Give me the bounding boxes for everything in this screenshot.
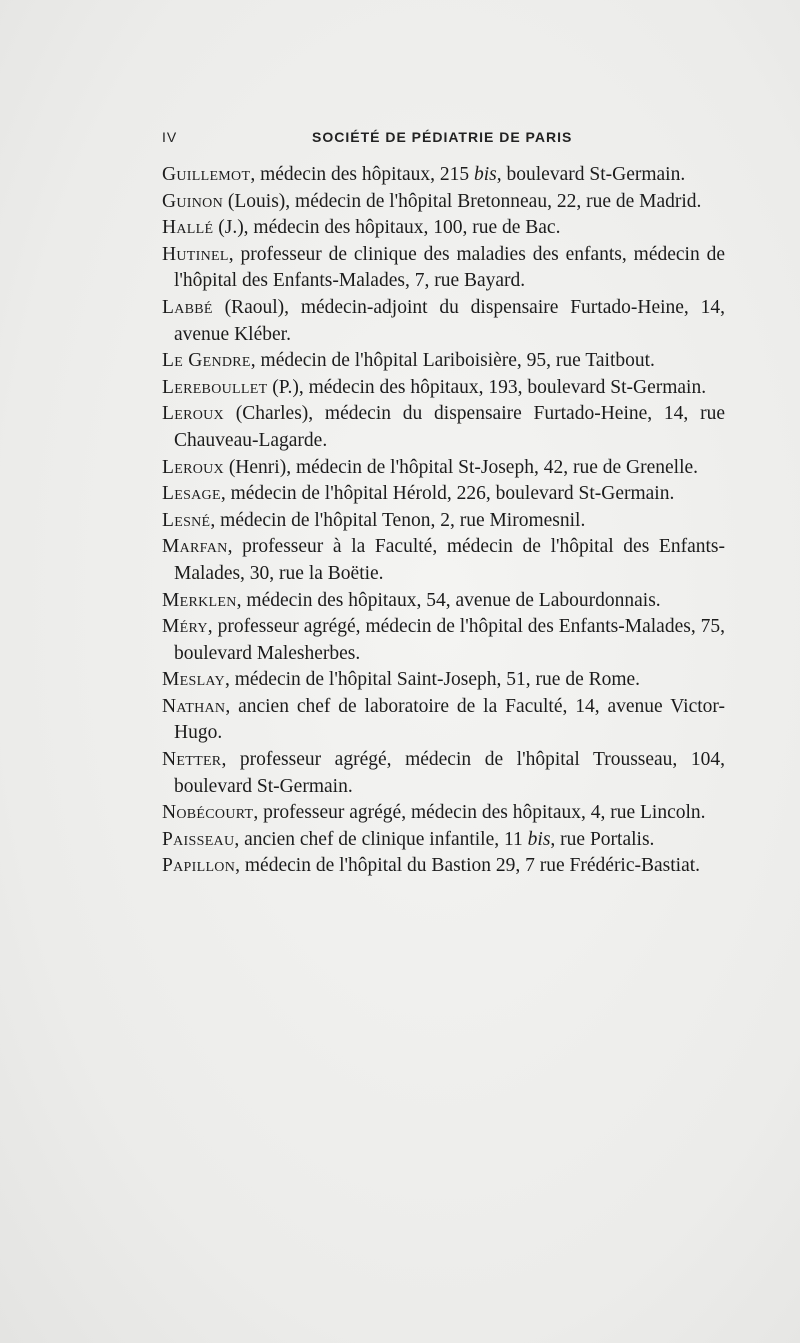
member-name: Nathan <box>162 695 226 717</box>
member-entry <box>162 375 725 402</box>
member-name: Leroux <box>162 456 224 478</box>
member-details: , professeur à la Faculté, médecin de l'hôpital des Enfants-Malades, 30, rue la Boëtie. <box>174 536 725 584</box>
member-entry <box>162 295 725 348</box>
member-details: , médecin des hôpitaux, 54, avenue de Labourdonnais. <box>236 589 661 611</box>
member-entry <box>162 508 725 535</box>
member-name: Paisseau <box>162 828 235 850</box>
member-entry <box>162 800 725 827</box>
member-details: (Louis), médecin de l'hôpital Bretonneau, 22, rue de Madrid. <box>223 190 702 212</box>
page-number: IV <box>162 129 178 145</box>
running-head <box>162 129 722 153</box>
member-entry <box>162 401 725 454</box>
member-name: Merklen <box>162 589 237 611</box>
member-name: Leroux <box>162 403 224 425</box>
member-details: (Henri), médecin de l'hôpital St-Joseph, 42, rue de Grenelle. <box>223 456 699 478</box>
member-name: Meslay <box>162 669 225 691</box>
member-entry <box>162 481 725 508</box>
member-details-end: , boulevard St-Germain. <box>496 164 686 185</box>
member-entry <box>162 588 725 615</box>
member-details: , ancien chef de clinique infantile, 11 <box>234 828 528 850</box>
member-name: Lesage <box>162 483 221 505</box>
member-details: , médecin de l'hôpital du Bastion 29, 7 rue Frédéric-Bastiat. <box>235 855 701 877</box>
member-entry <box>162 455 725 482</box>
member-details: , médecin de l'hôpital Tenon, 2, rue Miromesnil. <box>210 509 586 531</box>
member-details: (J.), médecin des hôpitaux, 100, rue de Bac. <box>213 217 561 239</box>
member-details-end: , rue Portalis. <box>550 828 655 850</box>
member-name: Lesné <box>162 509 211 531</box>
member-details-italic: bis <box>527 828 551 850</box>
member-name: Hutinel <box>162 243 229 265</box>
member-name: Méry <box>162 616 208 638</box>
member-entry <box>162 694 725 747</box>
member-entry <box>162 534 725 587</box>
member-details: , professeur agrégé, médecin des hôpitaux, 4, rue Lincoln. <box>253 802 706 824</box>
member-entry <box>162 827 725 854</box>
member-name: Lereboullet <box>162 376 268 398</box>
member-entry <box>162 162 725 189</box>
member-entry <box>162 853 725 880</box>
member-name: Nobécourt <box>162 802 254 824</box>
member-name: Guinon <box>162 190 223 212</box>
member-details: , médecin des hôpitaux, 215 <box>250 164 474 185</box>
member-entry <box>162 215 725 242</box>
member-details: (P.), médecin des hôpitaux, 193, boulevard St-Germain. <box>267 376 707 398</box>
member-name: Hallé <box>162 217 214 239</box>
member-details: (Charles), médecin du dispensaire Furtado-Heine, 14, rue Chauveau-Lagarde. <box>174 403 725 451</box>
member-details: , médecin de l'hôpital Saint-Joseph, 51, rue de Rome. <box>224 669 641 691</box>
member-details: , professeur agrégé, médecin de l'hôpital Trousseau, 104, boulevard St-Germain. <box>174 749 725 797</box>
member-entry <box>162 242 725 295</box>
member-name: Papillon <box>162 855 236 877</box>
member-name: Netter <box>162 749 222 771</box>
member-details: , ancien chef de laboratoire de la Faculté, 14, avenue Victor-Hugo. <box>174 695 725 744</box>
member-entry <box>162 189 725 216</box>
member-details: , professeur agrégé, médecin de l'hôpital des Enfants-Malades, 75, boulevard Malesherbes. <box>174 616 725 664</box>
member-entry <box>162 348 725 375</box>
member-entry <box>162 667 725 694</box>
member-name: Marfan <box>162 536 228 558</box>
member-details: , médecin de l'hôpital Hérold, 226, boulevard St-Germain. <box>220 483 675 505</box>
member-entry <box>162 747 725 800</box>
member-details: (Raoul), médecin-adjoint du dispensaire Furtado-Heine, 14, avenue Kléber. <box>174 296 725 345</box>
member-details: , médecin de l'hôpital Lariboisière, 95, rue Taitbout. <box>250 350 655 372</box>
member-name: Guillemot <box>162 164 251 185</box>
running-title: SOCIÉTÉ DE PÉDIATRIE DE PARIS <box>312 129 573 145</box>
member-details: , professeur de clinique des maladies des enfants, médecin de l'hôpital des Enfants-Malades, 7, rue Bayard. <box>174 243 725 292</box>
member-name: Le Gendre <box>162 350 251 372</box>
member-list <box>162 162 725 880</box>
member-entry <box>162 614 725 667</box>
member-details-italic: bis <box>474 164 497 185</box>
member-name: Labbé <box>162 296 213 318</box>
